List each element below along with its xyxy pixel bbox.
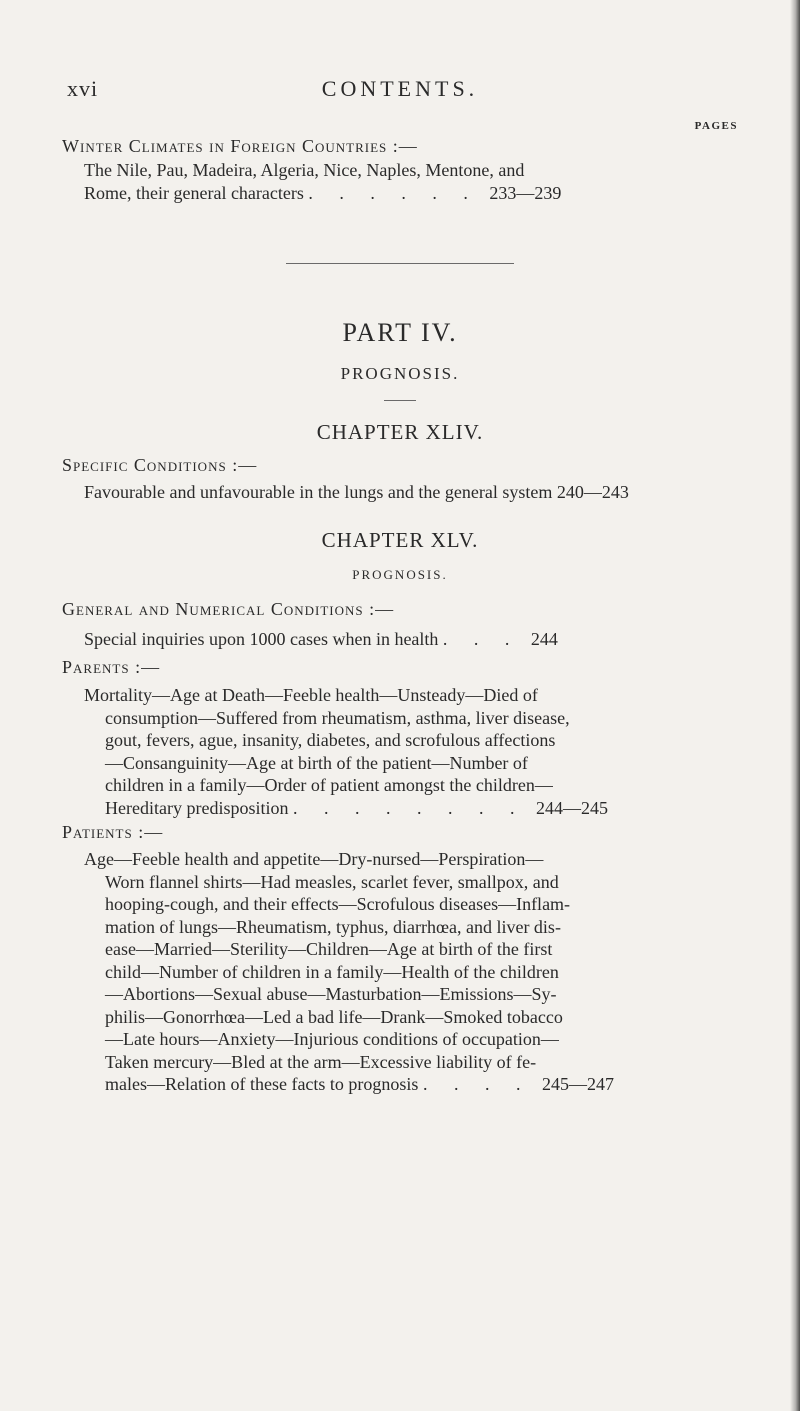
part-subtitle: PROGNOSIS. <box>340 364 460 383</box>
patients-line: Taken mercury—Bled at the arm—Excessive liability of fe- <box>105 1051 537 1072</box>
parents-line: —Consanguinity—Age at birth of the patient—Number of <box>105 752 528 773</box>
page-header <box>0 76 800 106</box>
patients-line: philis—Gonorrhœa—Led a bad life—Drank—Smoked tobacco <box>105 1006 563 1027</box>
parents-last-line <box>84 797 738 820</box>
parents-line: gout, fevers, ague, insanity, diabetes, and scrofulous affections <box>105 730 556 750</box>
patients-line: Worn flannel shirts—Had measles, scarlet fever, smallpox, and <box>105 871 559 892</box>
patients-line: Age—Feeble health and appetite—Dry-nursed—Perspiration— <box>84 849 544 869</box>
pages-column-label: PAGES <box>694 120 738 132</box>
patients-line: —Late hours—Anxiety—Injurious conditions of occupation— <box>105 1029 559 1049</box>
patients-last-line <box>84 1073 738 1096</box>
patients-heading: Patients :— <box>62 822 164 842</box>
winter-climates-line-2-text: Rome, their general characters <box>84 182 304 203</box>
chapter-45-subtitle: PROGNOSIS. <box>352 567 448 582</box>
page-reference: 240—243 <box>556 482 629 502</box>
leader-dots: . . . . . . . . <box>292 797 526 818</box>
parents-entry <box>84 684 738 819</box>
patients-line: mation of lungs—Rheumatism, typhus, diarrhœa, and liver dis- <box>105 916 561 937</box>
winter-climates-entry <box>84 159 738 204</box>
page-reference: 245—247 <box>541 1074 614 1094</box>
leader-dots: . . . <box>442 629 521 649</box>
leader-dots: . . . . <box>422 1074 532 1094</box>
parents-heading: Parents :— <box>62 657 161 677</box>
patients-last-text: males—Relation of these facts to prognosis <box>105 1074 419 1094</box>
patients-entry <box>84 848 738 1096</box>
parents-line: consumption—Suffered from rheumatism, asthma, liver disease, <box>105 707 570 728</box>
general-conditions-entry <box>84 628 738 651</box>
winter-climates-line-1: The Nile, Pau, Madeira, Algeria, Nice, Naples, Mentone, and <box>84 160 525 180</box>
general-conditions-heading: General and Numerical Conditions :— <box>62 599 395 619</box>
patients-line: ease—Married—Sterility—Children—Age at birth of the first <box>105 939 553 959</box>
page-number: xvi <box>67 76 99 101</box>
parents-last-text: Hereditary predisposition <box>105 797 289 818</box>
chapter-44-title: CHAPTER XLIV. <box>316 420 484 444</box>
specific-conditions-line <box>84 481 738 504</box>
specific-conditions-heading: Specific Conditions :— <box>62 455 258 475</box>
parents-line: Mortality—Age at Death—Feeble health—Unsteady—Died of <box>84 685 538 705</box>
part-title: PART IV. <box>342 318 458 347</box>
general-conditions-text: Special inquiries upon 1000 cases when in health <box>84 629 439 649</box>
page-reference: 233—239 <box>489 182 562 203</box>
patients-line: —Abortions—Sexual abuse—Masturbation—Emissions—Sy- <box>105 984 557 1004</box>
chapter-45-title: CHAPTER XLV. <box>321 528 479 552</box>
page-reference: 244—245 <box>535 797 608 818</box>
page-reference: 244 <box>530 629 558 649</box>
section-divider <box>286 263 514 264</box>
winter-climates-line-2 <box>84 182 738 205</box>
running-title: CONTENTS. <box>321 76 479 101</box>
patients-line: child—Number of children in a family—Health of the children <box>105 961 559 982</box>
short-divider <box>384 400 416 401</box>
general-conditions-line <box>84 628 738 651</box>
parents-line: children in a family—Order of patient amongst the children— <box>105 775 553 795</box>
specific-conditions-text: Favourable and unfavourable in the lungs and the general system <box>84 482 553 502</box>
winter-climates-heading: Winter Climates in Foreign Countries :— <box>62 136 418 156</box>
leader-dots: . . . . . . <box>308 182 479 203</box>
specific-conditions-entry <box>84 481 738 504</box>
page-spine-shadow <box>790 0 800 1411</box>
patients-line: hooping-cough, and their effects—Scrofulous diseases—Inflam- <box>105 894 571 914</box>
